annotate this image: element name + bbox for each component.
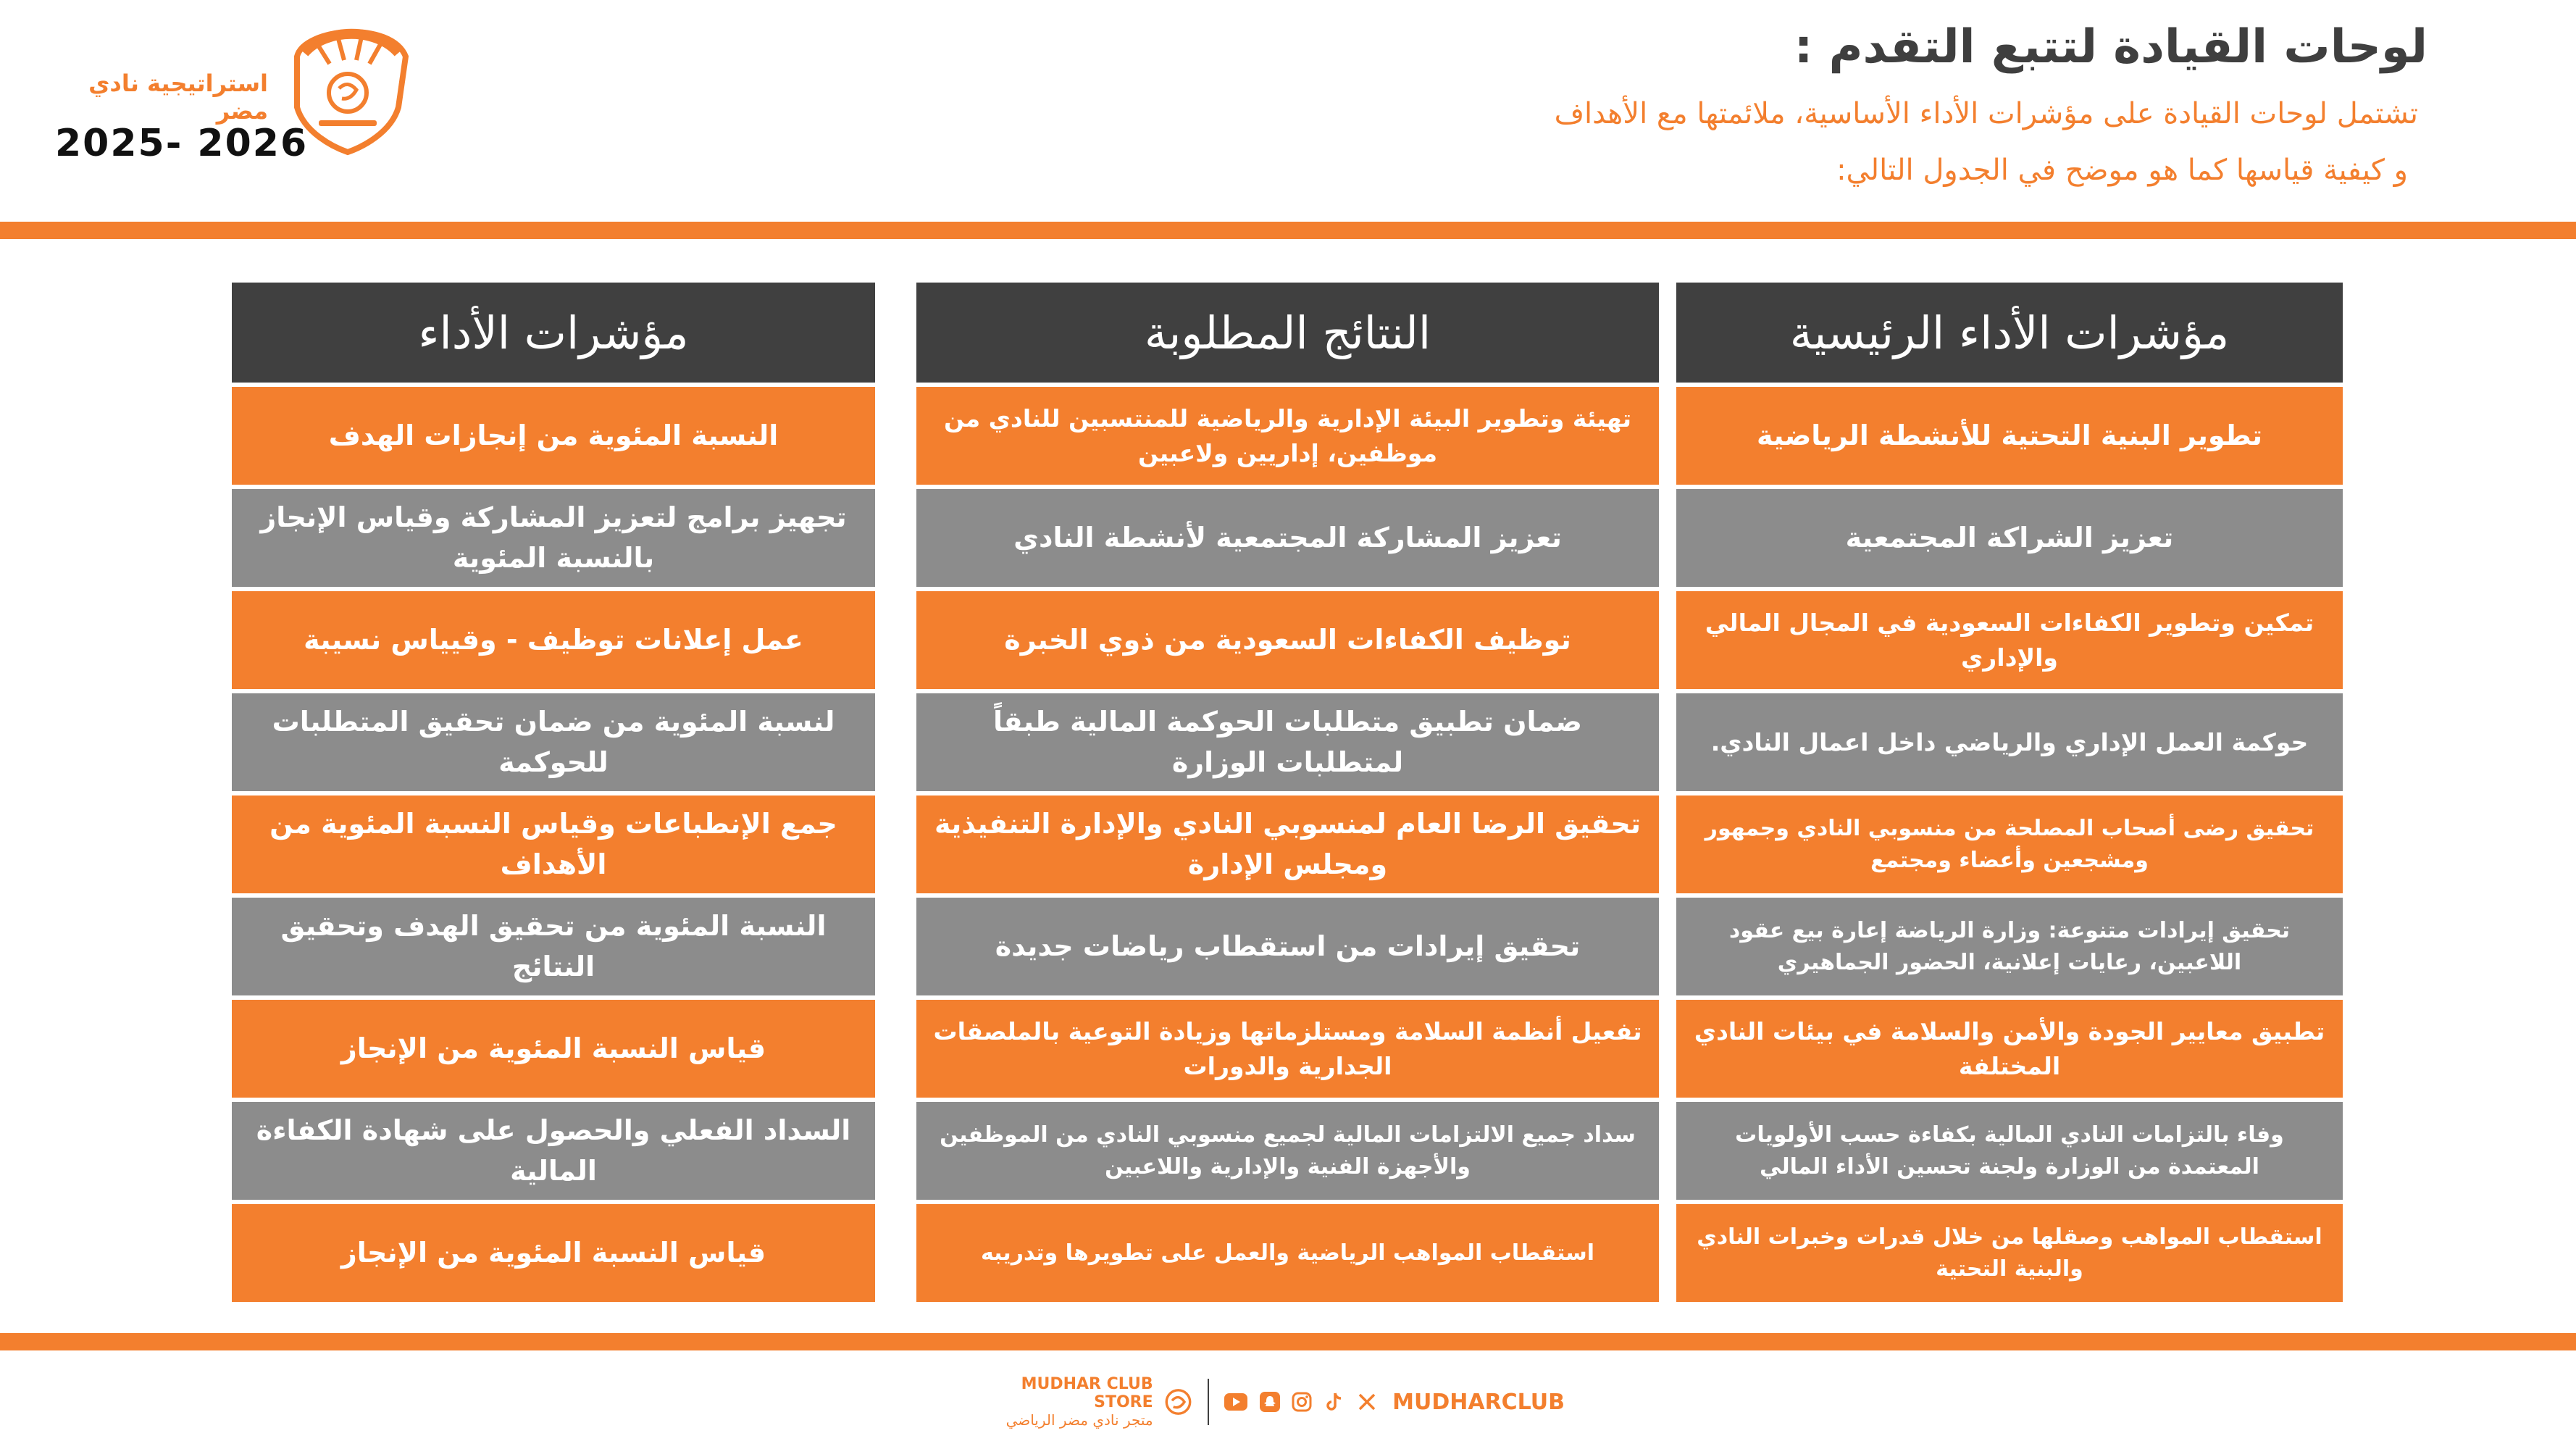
club-emblem-icon [1163,1385,1193,1419]
brand-name: استراتيجية نادي مضر [88,70,268,125]
page-subtitle-line1: تشتمل لوحات القيادة على مؤشرات الأداء الأساسية، ملائمتها مع الأهداف [1554,97,2418,130]
page-title: لوحات القيادة لتتبع التقدم : [1794,20,2427,74]
kpi-cell: تطبيق معايير الجودة والأمن والسلامة في بيئات النادي المختلفة [1676,1000,2343,1098]
result-cell: تفعيل أنظمة السلامة ومستلزماتها وزيادة التوعية بالملصقات الجدارية والدورات [916,1000,1659,1098]
result-cell: ضمان تطبيق متطلبات الحوكمة المالية طبقاً لمتطلبات الوزارة [916,693,1659,791]
brand-block [22,13,413,165]
indicator-cell: لنسبة المئوية من ضمان تحقيق المتطلبات للحوكمة [232,693,875,791]
result-cell: تهيئة وتطوير البيئة الإدارية والرياضية للمنتسبين للنادي من موظفين، إداريين ولاعبين [916,387,1659,485]
result-cell: تعزيز المشاركة المجتمعية لأنشطة النادي [916,489,1659,587]
bottom-divider [0,1333,2576,1350]
result-cell: سداد جميع الالتزامات المالية لجميع منسوبي النادي من الموظفين والأجهزة الفنية والإدارية واللاعبين [916,1102,1659,1200]
header-results: النتائج المطلوبة [916,283,1659,383]
result-cell: تحقيق الرضا العام لمنسوبي النادي والإدارة التنفيذية ومجلس الإدارة [916,796,1659,893]
result-cell: استقطاب المواهب الرياضية والعمل على تطويرها وتدريبه [916,1204,1659,1302]
store-block [985,1375,1153,1429]
result-cell: توظيف الكفاءات السعودية من ذوي الخبرة [916,591,1659,689]
column-results [916,283,1659,1306]
indicator-cell: تجهيز برامج لتعزيز المشاركة وقياس الإنجاز بالنسبة المئوية [232,489,875,587]
social-handle[interactable]: MUDHARCLUB [1392,1389,1565,1415]
snapchat-icon[interactable] [1258,1389,1281,1415]
page-subtitle-line2: و كيفية قياسها كما هو موضح في الجدول التالي: [1836,154,2408,187]
indicator-cell: النسبة المئوية من تحقيق الهدف وتحقيق النتائج [232,898,875,995]
youtube-icon[interactable] [1224,1389,1248,1415]
indicator-cell: السداد الفعلي والحصول على شهادة الكفاءة المالية [232,1102,875,1200]
header-indicators: مؤشرات الأداء [232,283,875,383]
kpi-cell: تعزيز الشراكة المجتمعية [1676,489,2343,587]
indicator-cell: قياس النسبة المئوية من الإنجاز [232,1204,875,1302]
footer [985,1377,1565,1427]
instagram-icon[interactable] [1291,1389,1313,1415]
kpi-cell: تمكين وتطوير الكفاءات السعودية في المجال المالي والإداري [1676,591,2343,689]
kpi-cell: وفاء بالتزامات النادي المالية بكفاءة حسب الأولويات المعتمدة من الوزارة ولجنة تحسين الأداء المالي [1676,1102,2343,1200]
kpi-cell: تطوير البنية التحتية للأنشطة الرياضية [1676,387,2343,485]
brand-years: 2025- 2026 [55,122,309,165]
indicator-cell: عمل إعلانات توظيف - وقيياس نسيبة [232,591,875,689]
kpi-cell: تحقيق إيرادات متنوعة: وزارة الرياضة إعارة بيع عقود اللاعبين، رعايات إعلانية، الحضور الجماهيري [1676,898,2343,995]
footer-separator [1208,1379,1210,1425]
top-divider [0,222,2576,239]
header-kpi: مؤشرات الأداء الرئيسية [1676,283,2343,383]
indicator-cell: قياس النسبة المئوية من الإنجاز [232,1000,875,1098]
club-logo-icon [275,13,420,158]
kpi-cell: استقطاب المواهب وصقلها من خلال قدرات وخبرات النادي والبنية التحتية [1676,1204,2343,1302]
store-name-en: MUDHAR CLUB STORE [1021,1375,1153,1411]
indicator-cell: النسبة المئوية من إنجازات الهدف [232,387,875,485]
store-name-ar: متجر نادي مضر الرياضي [1005,1411,1153,1429]
kpi-cell: حوكمة العمل الإداري والرياضي داخل اعمال النادي. [1676,693,2343,791]
x-icon[interactable] [1355,1389,1378,1415]
indicator-cell: جمع الإنطباعات وقياس النسبة المئوية من الأهداف [232,796,875,893]
result-cell: تحقيق إيرادات من استقطاب رياضات جديدة [916,898,1659,995]
kpi-cell: تحقيق رضى أصحاب المصلحة من منسوبي النادي وجمهور ومشجعين وأعضاء ومجتمع [1676,796,2343,893]
tiktok-icon[interactable] [1323,1389,1346,1415]
column-indicators [232,283,875,1306]
column-kpi [1676,283,2343,1306]
